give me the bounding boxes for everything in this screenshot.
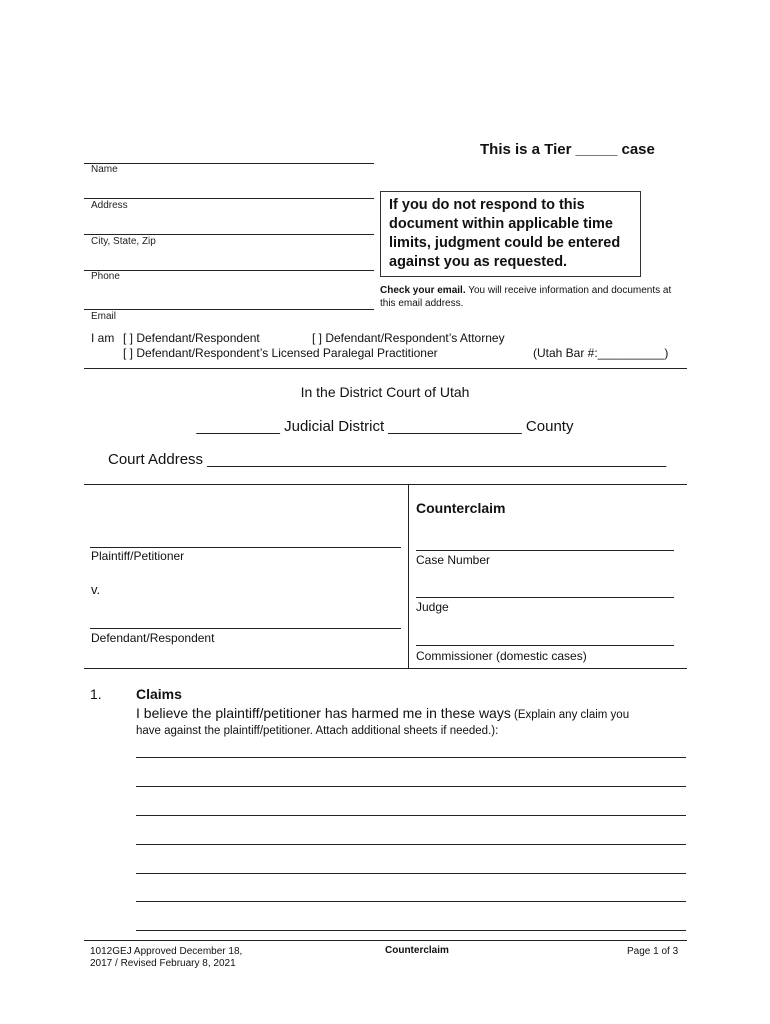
- claims-paren-line2: have against the plaintiff/petitioner. Attach additional sheets if needed.):: [136, 725, 499, 737]
- caption-divider: [408, 484, 409, 668]
- footer-divider: [84, 940, 687, 941]
- role-paralegal-checkbox[interactable]: [ ] Defendant/Respondent’s Licensed Paralegal Practitioner: [123, 346, 438, 360]
- judge-label: Judge: [416, 600, 449, 614]
- caption-bottom-border: [84, 668, 687, 669]
- defendant-label: Defendant/Respondent: [91, 631, 215, 645]
- court-address-line[interactable]: Court Address _______________________________________________________: [108, 451, 667, 468]
- email-label: Email: [91, 311, 117, 322]
- plaintiff-field[interactable]: [90, 547, 401, 548]
- city-state-zip-field[interactable]: [84, 234, 374, 235]
- judicial-district-line[interactable]: __________ Judicial District ________________ County: [196, 418, 574, 435]
- claims-lead-text: I believe the plaintiff/petitioner has harmed me in these ways: [136, 705, 511, 721]
- commissioner-label: Commissioner (domestic cases): [416, 649, 587, 663]
- judge-field[interactable]: [416, 597, 674, 598]
- name-field[interactable]: [84, 163, 374, 164]
- section-number: 1.: [90, 686, 102, 702]
- claims-answer-line[interactable]: [136, 757, 686, 758]
- plaintiff-label: Plaintiff/Petitioner: [91, 549, 185, 563]
- city-state-zip-label: City, State, Zip: [91, 236, 156, 247]
- claims-heading: Claims: [136, 686, 182, 702]
- phone-label: Phone: [91, 271, 120, 282]
- footer-title: Counterclaim: [385, 945, 449, 956]
- claims-answer-line[interactable]: [136, 844, 686, 845]
- claims-answer-line[interactable]: [136, 930, 686, 931]
- caption-title: Counterclaim: [416, 500, 506, 516]
- phone-field[interactable]: [84, 270, 374, 271]
- iam-label: I am: [91, 331, 115, 345]
- claims-answer-line[interactable]: [136, 786, 686, 787]
- case-number-label: Case Number: [416, 553, 491, 567]
- utah-bar-number[interactable]: (Utah Bar #:__________): [533, 346, 669, 360]
- defendant-field[interactable]: [90, 628, 401, 629]
- court-name: In the District Court of Utah: [300, 384, 470, 400]
- email-note-text: You will receive information and documents at this email address.: [380, 285, 672, 309]
- case-number-field[interactable]: [416, 550, 674, 551]
- address-field[interactable]: [84, 198, 374, 199]
- caption-top-border: [84, 484, 687, 485]
- commissioner-field[interactable]: [416, 645, 674, 646]
- claims-answer-line[interactable]: [136, 815, 686, 816]
- tier-line: This is a Tier _____ case: [480, 141, 655, 158]
- claims-answer-line[interactable]: [136, 873, 686, 874]
- warning-box: If you do not respond to this document within applicable time limits, judgment could be entered against you as requested.: [380, 191, 641, 277]
- role-attorney-checkbox[interactable]: [ ] Defendant/Respondent’s Attorney: [312, 331, 505, 345]
- versus-label: v.: [91, 582, 101, 597]
- page-number: Page 1 of 3: [627, 946, 679, 957]
- claims-lead: [136, 705, 629, 721]
- email-note-bold: Check your email.: [380, 285, 466, 296]
- header-divider: [84, 368, 687, 369]
- name-label: Name: [91, 164, 118, 175]
- claims-answer-line[interactable]: [136, 901, 686, 902]
- role-defendant-checkbox[interactable]: [ ] Defendant/Respondent: [123, 331, 260, 345]
- address-label: Address: [91, 200, 128, 211]
- email-note: [380, 284, 680, 310]
- email-field[interactable]: [84, 309, 374, 310]
- form-number-line1: 1012GEJ Approved December 18,: [90, 946, 243, 957]
- form-number-line2: 2017 / Revised February 8, 2021: [90, 958, 236, 969]
- claims-paren-line1: (Explain any claim you: [510, 709, 630, 721]
